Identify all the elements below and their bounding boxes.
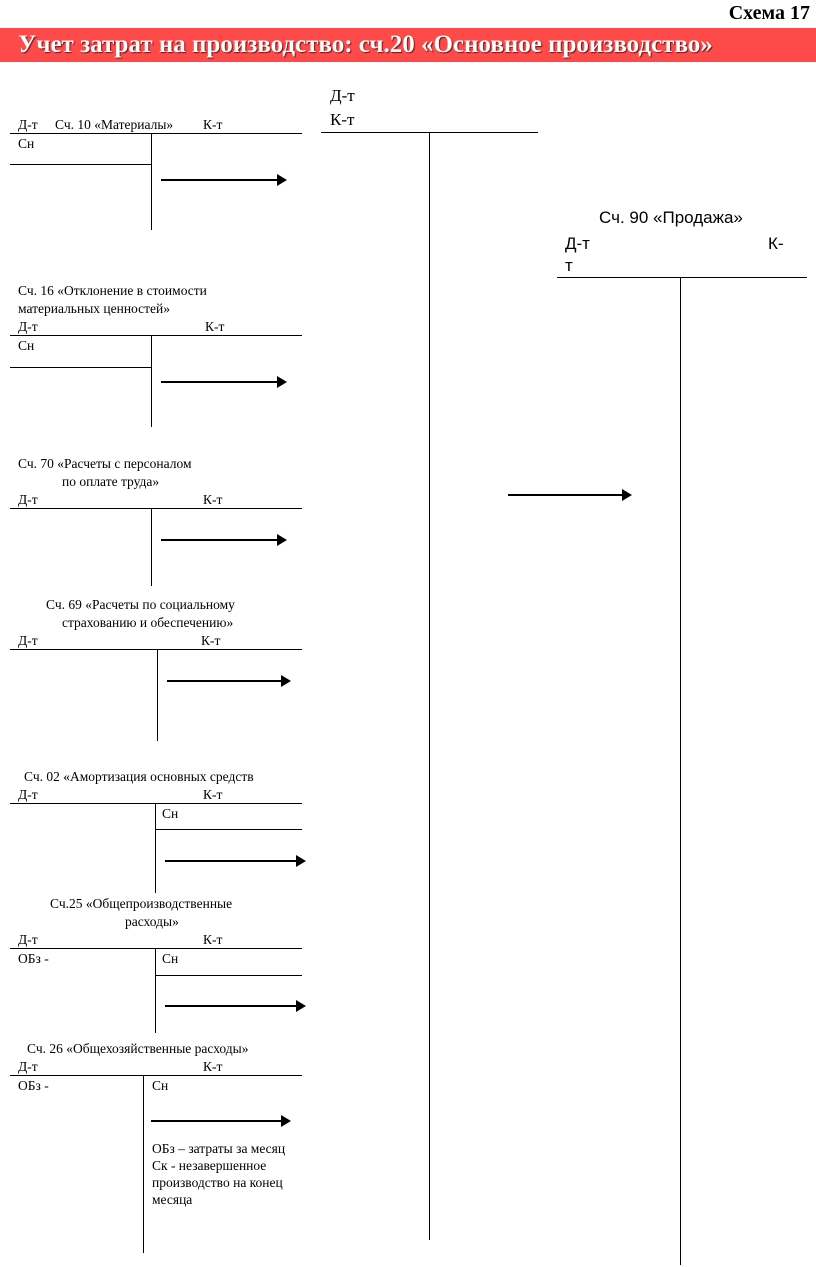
account-10-credit: К-т [203, 117, 223, 132]
account-69-debit: Д-т [18, 633, 38, 648]
legend [152, 1140, 302, 1208]
account-10-balance-line [10, 164, 151, 165]
account-90-title: Сч. 90 «Продажа» [599, 208, 743, 227]
account-90-t-stem [680, 277, 681, 1265]
arrow-to-sales [508, 494, 623, 496]
account-69-arrow [167, 680, 282, 682]
account-16-title-1: Сч. 16 «Отклонение в стоимости [18, 283, 207, 298]
account-25-credit: К-т [203, 932, 223, 947]
account-70-t-top [10, 508, 302, 509]
account-26-debit: Д-т [18, 1059, 38, 1074]
account-02-t-top [10, 803, 302, 804]
account-70-title-2: по оплате труда» [62, 474, 160, 489]
account-26-t-stem [143, 1075, 144, 1253]
account-25-arrow [165, 1005, 297, 1007]
account-70-t-stem [151, 508, 152, 586]
page-title: Учет затрат на производство: сч.20 «Основное производство» [18, 31, 713, 58]
account-10-arrow [161, 179, 278, 181]
account-25-balance: Сн [162, 951, 179, 966]
scheme-number: Схема 17 [728, 2, 810, 24]
account-02-arrow [165, 860, 297, 862]
account-02-title: Сч. 02 «Амортизация основных средств [24, 769, 254, 784]
account-02-balance-line [155, 829, 302, 830]
account-69-title-2: страхованию и обеспечению» [62, 615, 234, 630]
account-69-t-stem [157, 649, 158, 741]
account-20-t-stem [429, 132, 430, 1240]
account-69-t-top [10, 649, 302, 650]
account-16-debit: Д-т [18, 319, 38, 334]
account-70-debit: Д-т [18, 492, 38, 507]
account-10-t-stem [151, 133, 152, 230]
account-02-t-stem [155, 803, 156, 893]
account-26-credit: К-т [203, 1059, 223, 1074]
account-25-title-1: Сч.25 «Общепроизводственные [50, 896, 233, 911]
account-25-t-top [10, 948, 302, 949]
account-25-balance-line [155, 975, 302, 976]
account-16-t-stem [151, 335, 152, 427]
account-25-t-stem [155, 948, 156, 1033]
account-25-debit: Д-т [18, 932, 38, 947]
account-69-credit: К-т [201, 633, 221, 648]
account-26-t-top [10, 1075, 302, 1076]
account-90-credit-wrap: т [565, 256, 573, 275]
account-26-title: Сч. 26 «Общехозяйственные расходы» [27, 1041, 249, 1056]
account-10-debit: Д-т [18, 117, 38, 132]
account-16-balance: Сн [18, 338, 35, 353]
account-16-title-2: материальных ценностей» [18, 301, 170, 316]
legend-wip: Ск - незавершенное производство на конец месяца [152, 1158, 283, 1207]
account-16-balance-line [10, 367, 151, 368]
account-16-t-top [10, 335, 302, 336]
account-90-credit: К- [768, 234, 784, 253]
account-02-balance: Сн [162, 806, 179, 821]
account-02-credit: К-т [203, 787, 223, 802]
account-69-title-1: Сч. 69 «Расчеты по социальному [46, 597, 235, 612]
account-26-balance: Сн [152, 1078, 169, 1093]
account-70-credit: К-т [203, 492, 223, 507]
account-16-credit: К-т [205, 319, 225, 334]
account-26-arrow [151, 1120, 282, 1122]
account-10-balance: Сн [18, 136, 35, 151]
account-26-turnover: ОБз - [18, 1078, 49, 1093]
title-banner [0, 28, 816, 62]
account-90-t-top [557, 277, 807, 278]
account-25-title-2: расходы» [125, 914, 179, 929]
account-70-arrow [161, 539, 278, 541]
account-90-debit: Д-т [565, 234, 590, 253]
account-20-debit: Д-т [330, 86, 355, 105]
account-16-arrow [161, 381, 278, 383]
account-02-debit: Д-т [18, 787, 38, 802]
account-70-title-1: Сч. 70 «Расчеты с персоналом [18, 456, 192, 471]
legend-turnover: ОБз – затраты за месяц [152, 1141, 286, 1156]
account-10-t-top [10, 133, 302, 134]
account-25-turnover: ОБз - [18, 951, 49, 966]
account-20-credit: К-т [330, 110, 355, 129]
account-10-title: Сч. 10 «Материалы» [55, 117, 174, 132]
